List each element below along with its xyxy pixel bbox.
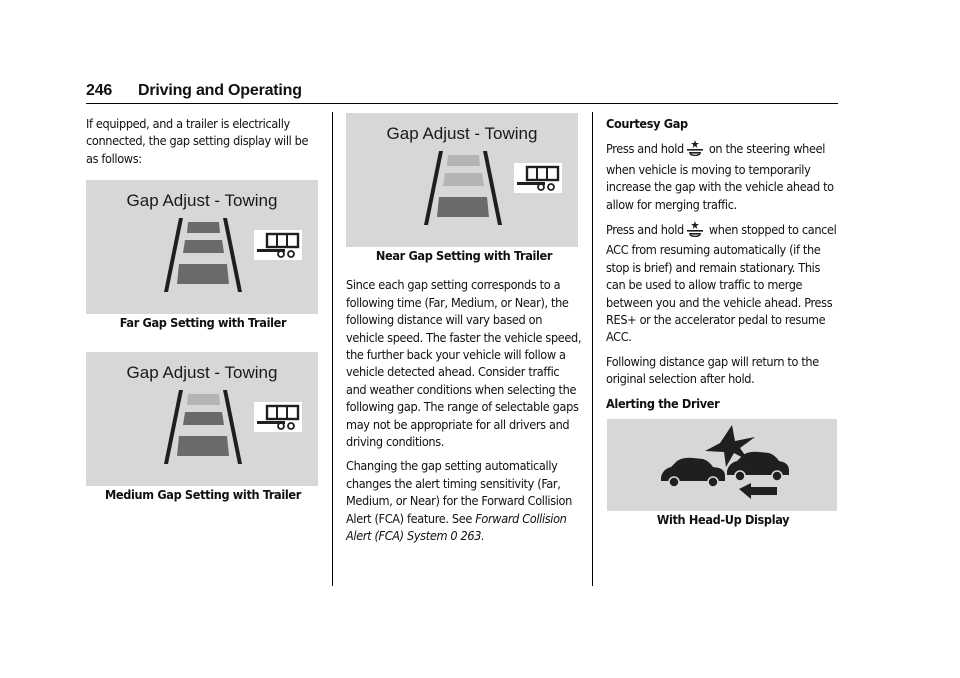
section-title: Driving and Operating	[138, 82, 302, 99]
courtesy-paragraph-1	[606, 139, 840, 213]
figure-far-gap	[86, 180, 318, 314]
figure-caption-far: Far Gap Setting with Trailer	[119, 315, 287, 331]
courtesy-paragraph-2	[606, 220, 840, 346]
column-2	[346, 115, 582, 552]
gap-follow-icon	[685, 139, 707, 160]
gap-follow-icon	[685, 220, 707, 241]
fca-end: .	[481, 528, 485, 544]
column-divider-left	[332, 112, 333, 586]
heading-courtesy-gap: Courtesy Gap	[606, 116, 688, 131]
fca-cross-reference[interactable]: Forward Collision Alert (FCA) System	[346, 510, 567, 544]
figure-head-up-display	[607, 419, 837, 511]
para1-pre: Press and hold	[606, 141, 684, 157]
page-number: 246	[86, 82, 113, 99]
fca-text: Changing the gap setting automatically changes the alert timing sensitivity (Far, Medium, or Near) for the Forward Collision Alert (FCA) feature. See	[346, 458, 572, 526]
figure-near-gap	[346, 113, 578, 247]
page-header	[86, 82, 838, 104]
intro-paragraph: If equipped, and a trailer is electrically connected, the gap setting display will be as follows:	[86, 116, 309, 166]
header-rule	[86, 103, 838, 104]
figure-title: Gap Adjust - Towing	[126, 191, 278, 211]
figure-caption-hud: With Head-Up Display	[656, 512, 790, 528]
page-ref-arrow: 0	[450, 528, 458, 544]
heading-alerting-driver: Alerting the Driver	[606, 395, 720, 411]
figure-caption-near: Near Gap Setting with Trailer	[375, 248, 553, 263]
collision-alert-icon	[607, 419, 837, 511]
gap-speed-paragraph: Since each gap setting corresponds to a following time (Far, Medium, or Near), the following distance will vary based on vehicle speed. The faster the vehicle speed, the further back your vehicle will follow a vehicle detected ahead. Consider traffic and weather conditions when selecting the following gap. The range of selectable gaps may not be appropriate for all drivers and driving conditions.	[346, 277, 582, 450]
figure-caption-medium: Medium Gap Setting with Trailer	[105, 486, 301, 502]
column-divider-right	[592, 112, 593, 586]
para2-post: when stopped to cancel ACC from resuming automatically (if the stop is brief) and remain stationary. This can be used to allow traffic to merge between you and the vehicle ahead. Press RES+ or the accelerator pedal to resume ACC.	[606, 222, 837, 345]
fca-page-ref[interactable]: 263	[460, 528, 482, 544]
figure-title: Gap Adjust - Towing	[386, 124, 538, 143]
fca-paragraph	[346, 457, 582, 544]
trailer-icon	[254, 402, 302, 432]
para1-post: on the steering wheel when vehicle is moving to temporarily increase the gap with the vehicle ahead to allow for merging traffic.	[606, 141, 834, 212]
trailer-icon	[514, 163, 562, 193]
courtesy-paragraph-3: Following distance gap will return to the original selection after hold.	[606, 353, 819, 387]
trailer-icon	[254, 230, 302, 260]
figure-title: Gap Adjust - Towing	[126, 362, 278, 382]
column-3	[606, 115, 840, 536]
figure-medium-gap	[86, 352, 318, 486]
column-1	[86, 115, 320, 510]
para2-pre: Press and hold	[606, 222, 684, 238]
